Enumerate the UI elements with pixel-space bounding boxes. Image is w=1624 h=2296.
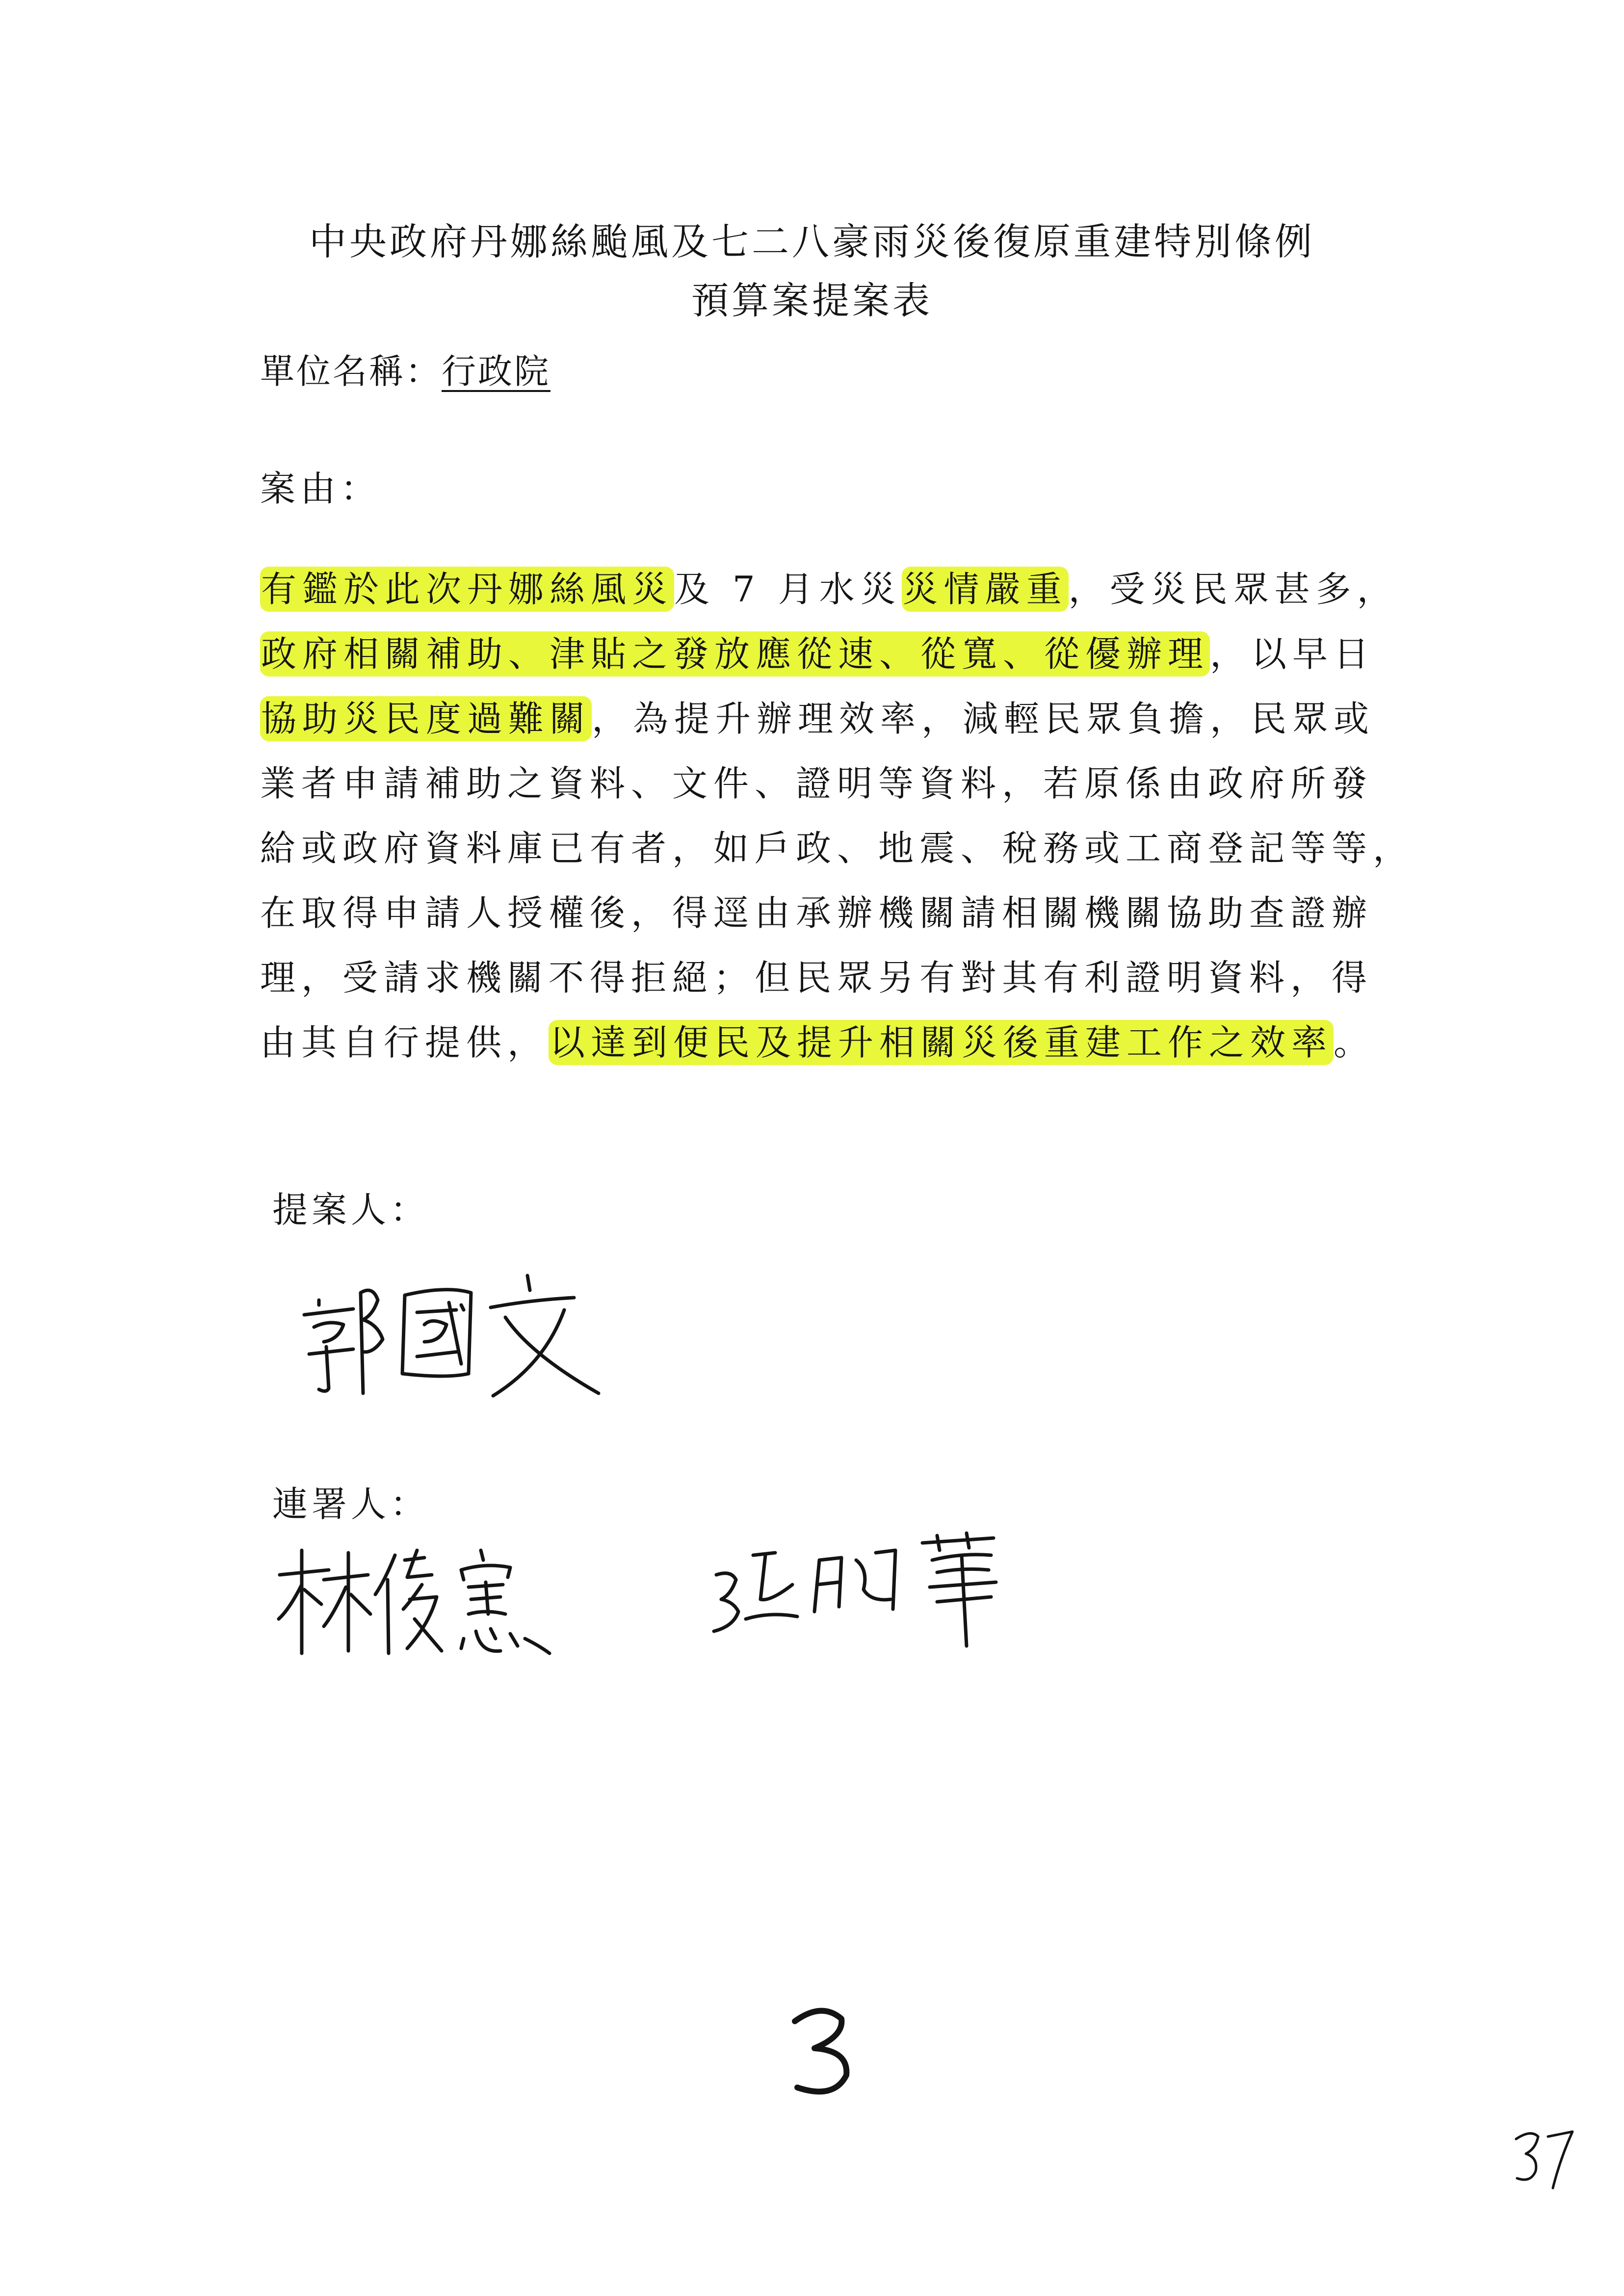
paragraph-line-6: 在取得申請人授權後，得逕由承辦機關請相關機關協助查證辦	[260, 892, 1373, 934]
unit-value: 行政院	[442, 351, 550, 391]
paragraph-text: 及 7 月水災	[674, 569, 902, 610]
highlighted-text: 協助災民度過難關	[260, 696, 592, 741]
highlighted-text: 災情嚴重	[902, 567, 1069, 612]
paragraph-line-3	[260, 698, 1447, 739]
unit-row	[260, 351, 550, 391]
corner-page-mark	[1511, 2119, 1580, 2193]
proposer-label: 提案人：	[272, 1189, 430, 1230]
document-title-line1: 中央政府丹娜絲颱風及七二八豪雨災後復原重建特別條例	[309, 220, 1315, 263]
paragraph-text: 由其自行提供，	[260, 1022, 549, 1063]
paragraph-text: ，以早日	[1210, 633, 1375, 675]
paragraph-line-2	[260, 633, 1447, 675]
unit-label: 單位名稱：	[260, 351, 442, 391]
proposer-signature	[299, 1256, 613, 1403]
highlighted-text: 以達到便民及提升相關災後重建工作之效率	[549, 1020, 1334, 1065]
paragraph-text: ，受災民眾甚多，	[1068, 569, 1398, 610]
highlighted-text: 有鑑於此次丹娜絲風災	[260, 567, 674, 612]
paragraph-line-4: 業者申請補助之資料、文件、證明等資料，若原係由政府所發	[260, 763, 1373, 804]
paragraph-text: 。	[1334, 1022, 1375, 1063]
cosigner-signature-2	[707, 1526, 1050, 1653]
paragraph-line-1	[260, 569, 1447, 610]
paragraph-line-8	[260, 1022, 1447, 1063]
paragraph-text: ，為提升辦理效率，減輕民眾負擔，民眾或	[592, 698, 1375, 739]
paragraph-line-7: 理，受請求機關不得拒絕；但民眾另有對其有利證明資料，得	[260, 957, 1373, 998]
paragraph-line-5: 給或政府資料庫已有者，如戶政、地震、稅務或工商登記等等，	[260, 828, 1414, 869]
page-number	[785, 2002, 859, 2100]
highlighted-text: 政府相關補助、津貼之發放應從速、從寬、從優辦理	[260, 631, 1210, 677]
cosigner-signature-1	[275, 1540, 618, 1668]
cosigner-label: 連署人：	[272, 1484, 430, 1525]
reason-label: 案由：	[260, 468, 381, 509]
document-title-line2: 預算案提案表	[691, 279, 933, 322]
